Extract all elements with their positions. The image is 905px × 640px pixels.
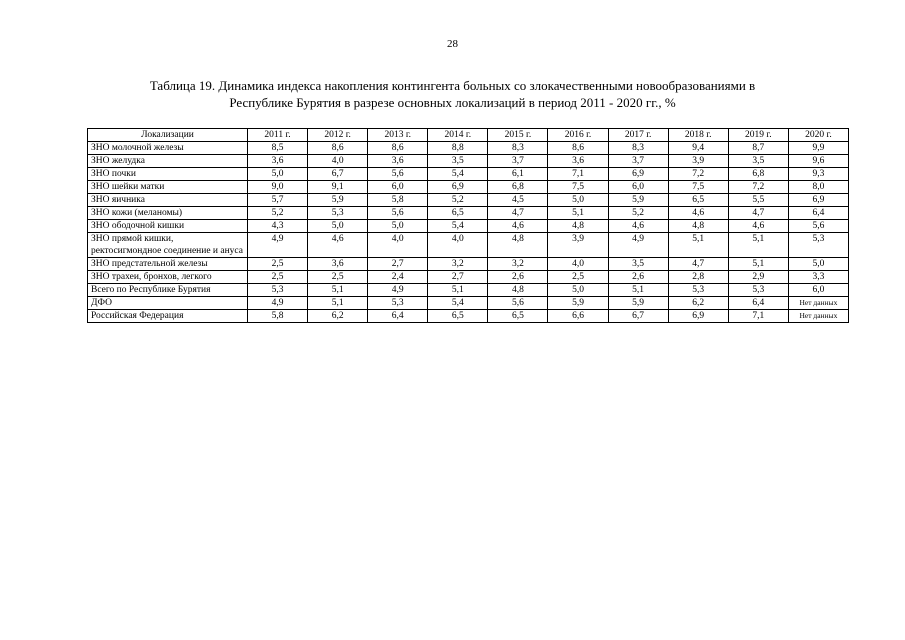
table-row: [88, 207, 849, 220]
table-cell: 6,1: [488, 168, 548, 181]
table-cell: 6,0: [368, 181, 428, 194]
table-cell: 6,9: [428, 181, 488, 194]
table-cell: 2,8: [668, 271, 728, 284]
table-cell: 4,7: [668, 258, 728, 271]
table-cell: 7,5: [548, 181, 608, 194]
table-cell: 2,9: [728, 271, 788, 284]
table-cell: Нет данных: [788, 297, 848, 310]
table-cell: 3,9: [548, 233, 608, 258]
table-cell: 5,2: [248, 207, 308, 220]
table-caption: [60, 77, 845, 111]
table-cell: 4,6: [608, 220, 668, 233]
table-cell: 4,6: [728, 220, 788, 233]
table-cell: 3,5: [608, 258, 668, 271]
table-cell: 6,7: [308, 168, 368, 181]
table-cell: 8,8: [428, 142, 488, 155]
row-label: Всего по Республике Бурятия: [88, 284, 248, 297]
table-cell: 5,1: [668, 233, 728, 258]
table-cell: 5,9: [608, 194, 668, 207]
table-cell: 5,8: [368, 194, 428, 207]
table-cell: 5,1: [548, 207, 608, 220]
row-label: ЗНО кожи (меланомы): [88, 207, 248, 220]
table-cell: 3,5: [428, 155, 488, 168]
table-row: [88, 142, 849, 155]
table-cell: 6,9: [788, 194, 848, 207]
caption-line-2: Республике Бурятия в разрезе основных локализаций в период 2011 - 2020 гг., %: [229, 95, 676, 110]
column-header-year: 2014 г.: [428, 129, 488, 142]
row-label: ДФО: [88, 297, 248, 310]
table-cell: 7,5: [668, 181, 728, 194]
table-cell: 3,2: [488, 258, 548, 271]
table-cell: 5,4: [428, 220, 488, 233]
table-cell: 3,6: [368, 155, 428, 168]
table-cell: 6,8: [728, 168, 788, 181]
table-cell: 8,3: [488, 142, 548, 155]
table-cell: 4,8: [548, 220, 608, 233]
table-cell: 2,5: [548, 271, 608, 284]
table-cell: 4,7: [728, 207, 788, 220]
table-row: [88, 155, 849, 168]
table-cell: 2,6: [488, 271, 548, 284]
table-cell: 6,5: [488, 310, 548, 323]
table-cell: 6,0: [608, 181, 668, 194]
table-cell: 5,3: [248, 284, 308, 297]
table-cell: 5,1: [428, 284, 488, 297]
table-row: [88, 284, 849, 297]
table-cell: 5,6: [368, 207, 428, 220]
column-header-year: 2011 г.: [248, 129, 308, 142]
table-cell: 3,9: [668, 155, 728, 168]
table-cell: 5,3: [308, 207, 368, 220]
table-cell: 9,0: [248, 181, 308, 194]
table-cell: 6,2: [668, 297, 728, 310]
table-cell: 5,0: [368, 220, 428, 233]
table-cell: 7,1: [548, 168, 608, 181]
table-cell: 8,6: [548, 142, 608, 155]
table-cell: 5,0: [308, 220, 368, 233]
table-cell: 8,5: [248, 142, 308, 155]
table-cell: 4,0: [428, 233, 488, 258]
table-cell: 5,3: [368, 297, 428, 310]
table-row: [88, 271, 849, 284]
table-cell: 6,4: [728, 297, 788, 310]
table-cell: 5,6: [368, 168, 428, 181]
table-cell: 4,5: [488, 194, 548, 207]
table-cell: 3,6: [548, 155, 608, 168]
table-cell: 2,6: [608, 271, 668, 284]
table-row: [88, 297, 849, 310]
table-cell: 8,7: [728, 142, 788, 155]
table-cell: 6,2: [308, 310, 368, 323]
column-header-year: 2017 г.: [608, 129, 668, 142]
table-cell: 5,1: [728, 258, 788, 271]
table-cell: 8,6: [368, 142, 428, 155]
table-cell: 5,9: [548, 297, 608, 310]
table-cell: 6,0: [788, 284, 848, 297]
table-cell: 3,3: [788, 271, 848, 284]
row-label: ЗНО предстательной железы: [88, 258, 248, 271]
table-cell: 4,9: [248, 297, 308, 310]
table-cell: 5,3: [728, 284, 788, 297]
table-cell: 8,0: [788, 181, 848, 194]
row-label: ЗНО трахеи, бронхов, легкого: [88, 271, 248, 284]
table-cell: 4,9: [608, 233, 668, 258]
table-cell: 6,5: [428, 207, 488, 220]
table-cell: 3,7: [488, 155, 548, 168]
table-cell: 5,4: [428, 297, 488, 310]
table-cell: 9,3: [788, 168, 848, 181]
table-cell: 5,9: [608, 297, 668, 310]
table-cell: 5,1: [308, 297, 368, 310]
table-cell: 6,8: [488, 181, 548, 194]
table-cell: 4,6: [488, 220, 548, 233]
table-cell: 4,9: [368, 284, 428, 297]
table-row: [88, 258, 849, 271]
table-cell: 5,7: [248, 194, 308, 207]
table-cell: 3,6: [308, 258, 368, 271]
table-cell: 2,5: [248, 271, 308, 284]
table-cell: 7,2: [728, 181, 788, 194]
table-cell: 6,9: [608, 168, 668, 181]
table-cell: 5,2: [608, 207, 668, 220]
table-cell: 3,2: [428, 258, 488, 271]
table-cell: 4,0: [308, 155, 368, 168]
table-cell: 2,7: [428, 271, 488, 284]
table-cell: 5,6: [488, 297, 548, 310]
table-cell: 2,5: [308, 271, 368, 284]
table-row: [88, 168, 849, 181]
table-cell: 6,5: [428, 310, 488, 323]
table-row: [88, 310, 849, 323]
table-cell: 5,2: [428, 194, 488, 207]
table-cell: 5,6: [788, 220, 848, 233]
table-cell: 6,6: [548, 310, 608, 323]
table-cell: 4,8: [488, 284, 548, 297]
column-header-year: 2013 г.: [368, 129, 428, 142]
table-cell: 6,5: [668, 194, 728, 207]
table-cell: 4,3: [248, 220, 308, 233]
row-label: ЗНО прямой кишки, ректосигмондное соединение и ануса: [88, 233, 248, 258]
row-label: Российская Федерация: [88, 310, 248, 323]
table-cell: 3,6: [248, 155, 308, 168]
table-cell: 5,0: [248, 168, 308, 181]
table-cell: 7,2: [668, 168, 728, 181]
row-label: ЗНО молочной железы: [88, 142, 248, 155]
column-header-localization: Локализации: [88, 129, 248, 142]
table-cell: 6,4: [788, 207, 848, 220]
table-row: [88, 194, 849, 207]
row-label: ЗНО яичника: [88, 194, 248, 207]
table-cell: 9,9: [788, 142, 848, 155]
table-cell: 8,3: [608, 142, 668, 155]
table-cell: 4,7: [488, 207, 548, 220]
table-cell: Нет данных: [788, 310, 848, 323]
table-cell: 4,6: [308, 233, 368, 258]
column-header-year: 2018 г.: [668, 129, 728, 142]
table-cell: 2,7: [368, 258, 428, 271]
table-cell: 5,4: [428, 168, 488, 181]
row-label: ЗНО шейки матки: [88, 181, 248, 194]
column-header-year: 2015 г.: [488, 129, 548, 142]
table-body: [88, 142, 849, 323]
data-table: [87, 128, 849, 323]
table-cell: 5,0: [548, 284, 608, 297]
table-cell: 5,5: [728, 194, 788, 207]
table-cell: 2,4: [368, 271, 428, 284]
table-cell: 9,1: [308, 181, 368, 194]
page-number: 28: [447, 38, 458, 50]
table-cell: 4,0: [368, 233, 428, 258]
table-cell: 5,0: [788, 258, 848, 271]
table-cell: 5,3: [788, 233, 848, 258]
table-row: [88, 181, 849, 194]
table-cell: 4,8: [488, 233, 548, 258]
table-cell: 3,5: [728, 155, 788, 168]
column-header-year: 2019 г.: [728, 129, 788, 142]
caption-line-1: Таблица 19. Динамика индекса накопления контингента больных со злокачественными новообразованиями в: [149, 78, 756, 93]
table-header-row: [88, 129, 849, 142]
table-row: [88, 233, 849, 258]
row-label: ЗНО желудка: [88, 155, 248, 168]
table-cell: 5,1: [728, 233, 788, 258]
table-cell: 4,8: [668, 220, 728, 233]
table-cell: 6,9: [668, 310, 728, 323]
table-row: [88, 220, 849, 233]
table-cell: 5,8: [248, 310, 308, 323]
table-cell: 5,9: [308, 194, 368, 207]
column-header-year: 2016 г.: [548, 129, 608, 142]
table-cell: 6,7: [608, 310, 668, 323]
table-cell: 5,1: [308, 284, 368, 297]
row-label: ЗНО почки: [88, 168, 248, 181]
table-cell: 7,1: [728, 310, 788, 323]
table-cell: 5,1: [608, 284, 668, 297]
table-cell: 3,7: [608, 155, 668, 168]
table-cell: 5,3: [668, 284, 728, 297]
table-cell: 4,9: [248, 233, 308, 258]
row-label: ЗНО ободочной кишки: [88, 220, 248, 233]
table-cell: 4,0: [548, 258, 608, 271]
column-header-year: 2012 г.: [308, 129, 368, 142]
table-cell: 8,6: [308, 142, 368, 155]
table-cell: 6,4: [368, 310, 428, 323]
column-header-year: 2020 г.: [788, 129, 848, 142]
table-cell: 4,6: [668, 207, 728, 220]
table-cell: 5,0: [548, 194, 608, 207]
table-cell: 2,5: [248, 258, 308, 271]
table-cell: 9,6: [788, 155, 848, 168]
table-cell: 9,4: [668, 142, 728, 155]
